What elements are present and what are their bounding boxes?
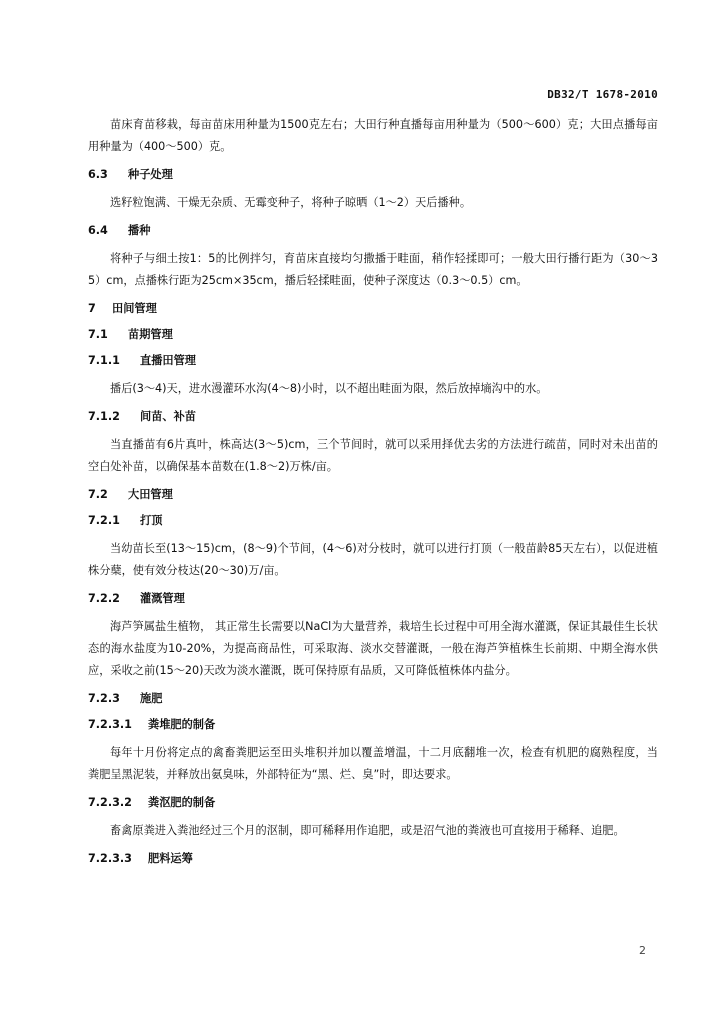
section-title: 苗期管理 — [128, 328, 173, 341]
section-title: 灌溉管理 — [140, 592, 185, 605]
page-number: 2 — [639, 944, 646, 957]
section-title: 种子处理 — [128, 168, 173, 181]
body-paragraph: 当幼苗长至(13～15)cm，(8～9)个节间，(4～6)对分枝时，就可以进行打顶（一般苗龄85天左右），以促进植株分蘖，使有效分枝达(20～30)万/亩。 — [88, 542, 658, 577]
body-paragraph: 苗床育苗移栽，每亩苗床用种量为1500克左右；大田行种直播每亩用种量为（500～600）克；大田点播每亩用种量为（400～500）克。 — [88, 118, 658, 153]
section-number: 7.2.2 — [88, 592, 120, 605]
section-title: 直播田管理 — [140, 354, 196, 367]
section-heading — [88, 166, 658, 184]
section-title: 施肥 — [140, 692, 163, 705]
section-heading — [88, 222, 658, 240]
body-paragraph: 选籽粒饱满、干燥无杂质、无霉变种子，将种子晾晒（1～2）天后播种。 — [110, 196, 472, 209]
section-number: 7.1 — [88, 328, 108, 341]
body-paragraph: 当直播苗有6片真叶，株高达(3～5)cm，三个节间时，就可以采用择优去劣的方法进行疏苗，同时对未出苗的空白处补苗，以确保基本苗数在(1.8～2)万株/亩。 — [88, 438, 658, 473]
section-title: 肥料运筹 — [148, 852, 193, 865]
document-body — [88, 114, 658, 876]
section-heading — [88, 326, 658, 344]
body-paragraph: 每年十月份将定点的禽畜粪肥运至田头堆积并加以覆盖增温，十二月底翻堆一次，检查有机肥的腐熟程度，当粪肥呈黑泥装，并释放出氨臭味，外部特征为“黑、烂、臭”时，即达要求。 — [88, 746, 658, 781]
document-code: DB32/T 1678-2010 — [547, 88, 658, 101]
section-title: 间苗、补苗 — [140, 410, 196, 423]
section-heading — [88, 590, 658, 608]
section-number: 7.1.2 — [88, 410, 120, 423]
body-paragraph: 播后(3～4)天，进水漫灌环水沟(4～8)小时，以不超出畦面为限，然后放掉墒沟中的水。 — [110, 382, 548, 395]
section-number: 7.2.3.2 — [88, 796, 132, 809]
body-paragraph: 海芦笋属盐生植物， 其正常生长需要以NaCl为大量营养，栽培生长过程中可用全海水灌溉，保证其最佳生长状态的海水盐度为10-20%，为提高商品性，可采取海、淡水交替灌溉，一般在海芦笋植株生长前期、中期全海水供应，采收之前(15～20)天改为淡水灌溉，既可保持原有品质，又可降低植株体内盐分。 — [88, 620, 658, 677]
section-number: 6.3 — [88, 168, 108, 181]
section-number: 7.2.3.3 — [88, 852, 132, 865]
section-heading — [88, 408, 658, 426]
section-heading — [88, 850, 658, 868]
section-number: 7.2.3 — [88, 692, 120, 705]
section-heading — [88, 716, 658, 734]
section-heading — [88, 352, 658, 370]
section-heading — [88, 794, 658, 812]
section-number: 7.2.1 — [88, 514, 120, 527]
section-title: 播种 — [128, 224, 151, 237]
body-paragraph: 畜禽原粪进入粪池经过三个月的沤制，即可稀释用作追肥，或是沼气池的粪液也可直接用于稀释、追肥。 — [110, 824, 625, 837]
section-heading — [88, 512, 658, 530]
body-paragraph: 将种子与细土按1：5的比例拌匀，育苗床直接均匀撒播于畦面，稍作轻揉即可；一般大田行播行距为（30～35）cm，点播株行距为25cm×35cm，播后轻揉畦面，使种子深度达（0.3～0.5）cm。 — [88, 252, 658, 287]
section-number: 7.2.3.1 — [88, 718, 132, 731]
section-title: 打顶 — [140, 514, 163, 527]
section-number: 7.2 — [88, 488, 108, 501]
section-number: 7 — [88, 302, 96, 315]
section-heading — [88, 486, 658, 504]
section-title: 粪沤肥的制备 — [148, 796, 216, 809]
section-title: 田间管理 — [112, 302, 157, 315]
section-heading — [88, 690, 658, 708]
section-title: 粪堆肥的制备 — [148, 718, 216, 731]
section-number: 7.1.1 — [88, 354, 120, 367]
section-title: 大田管理 — [128, 488, 173, 501]
section-heading — [88, 300, 658, 318]
section-number: 6.4 — [88, 224, 108, 237]
